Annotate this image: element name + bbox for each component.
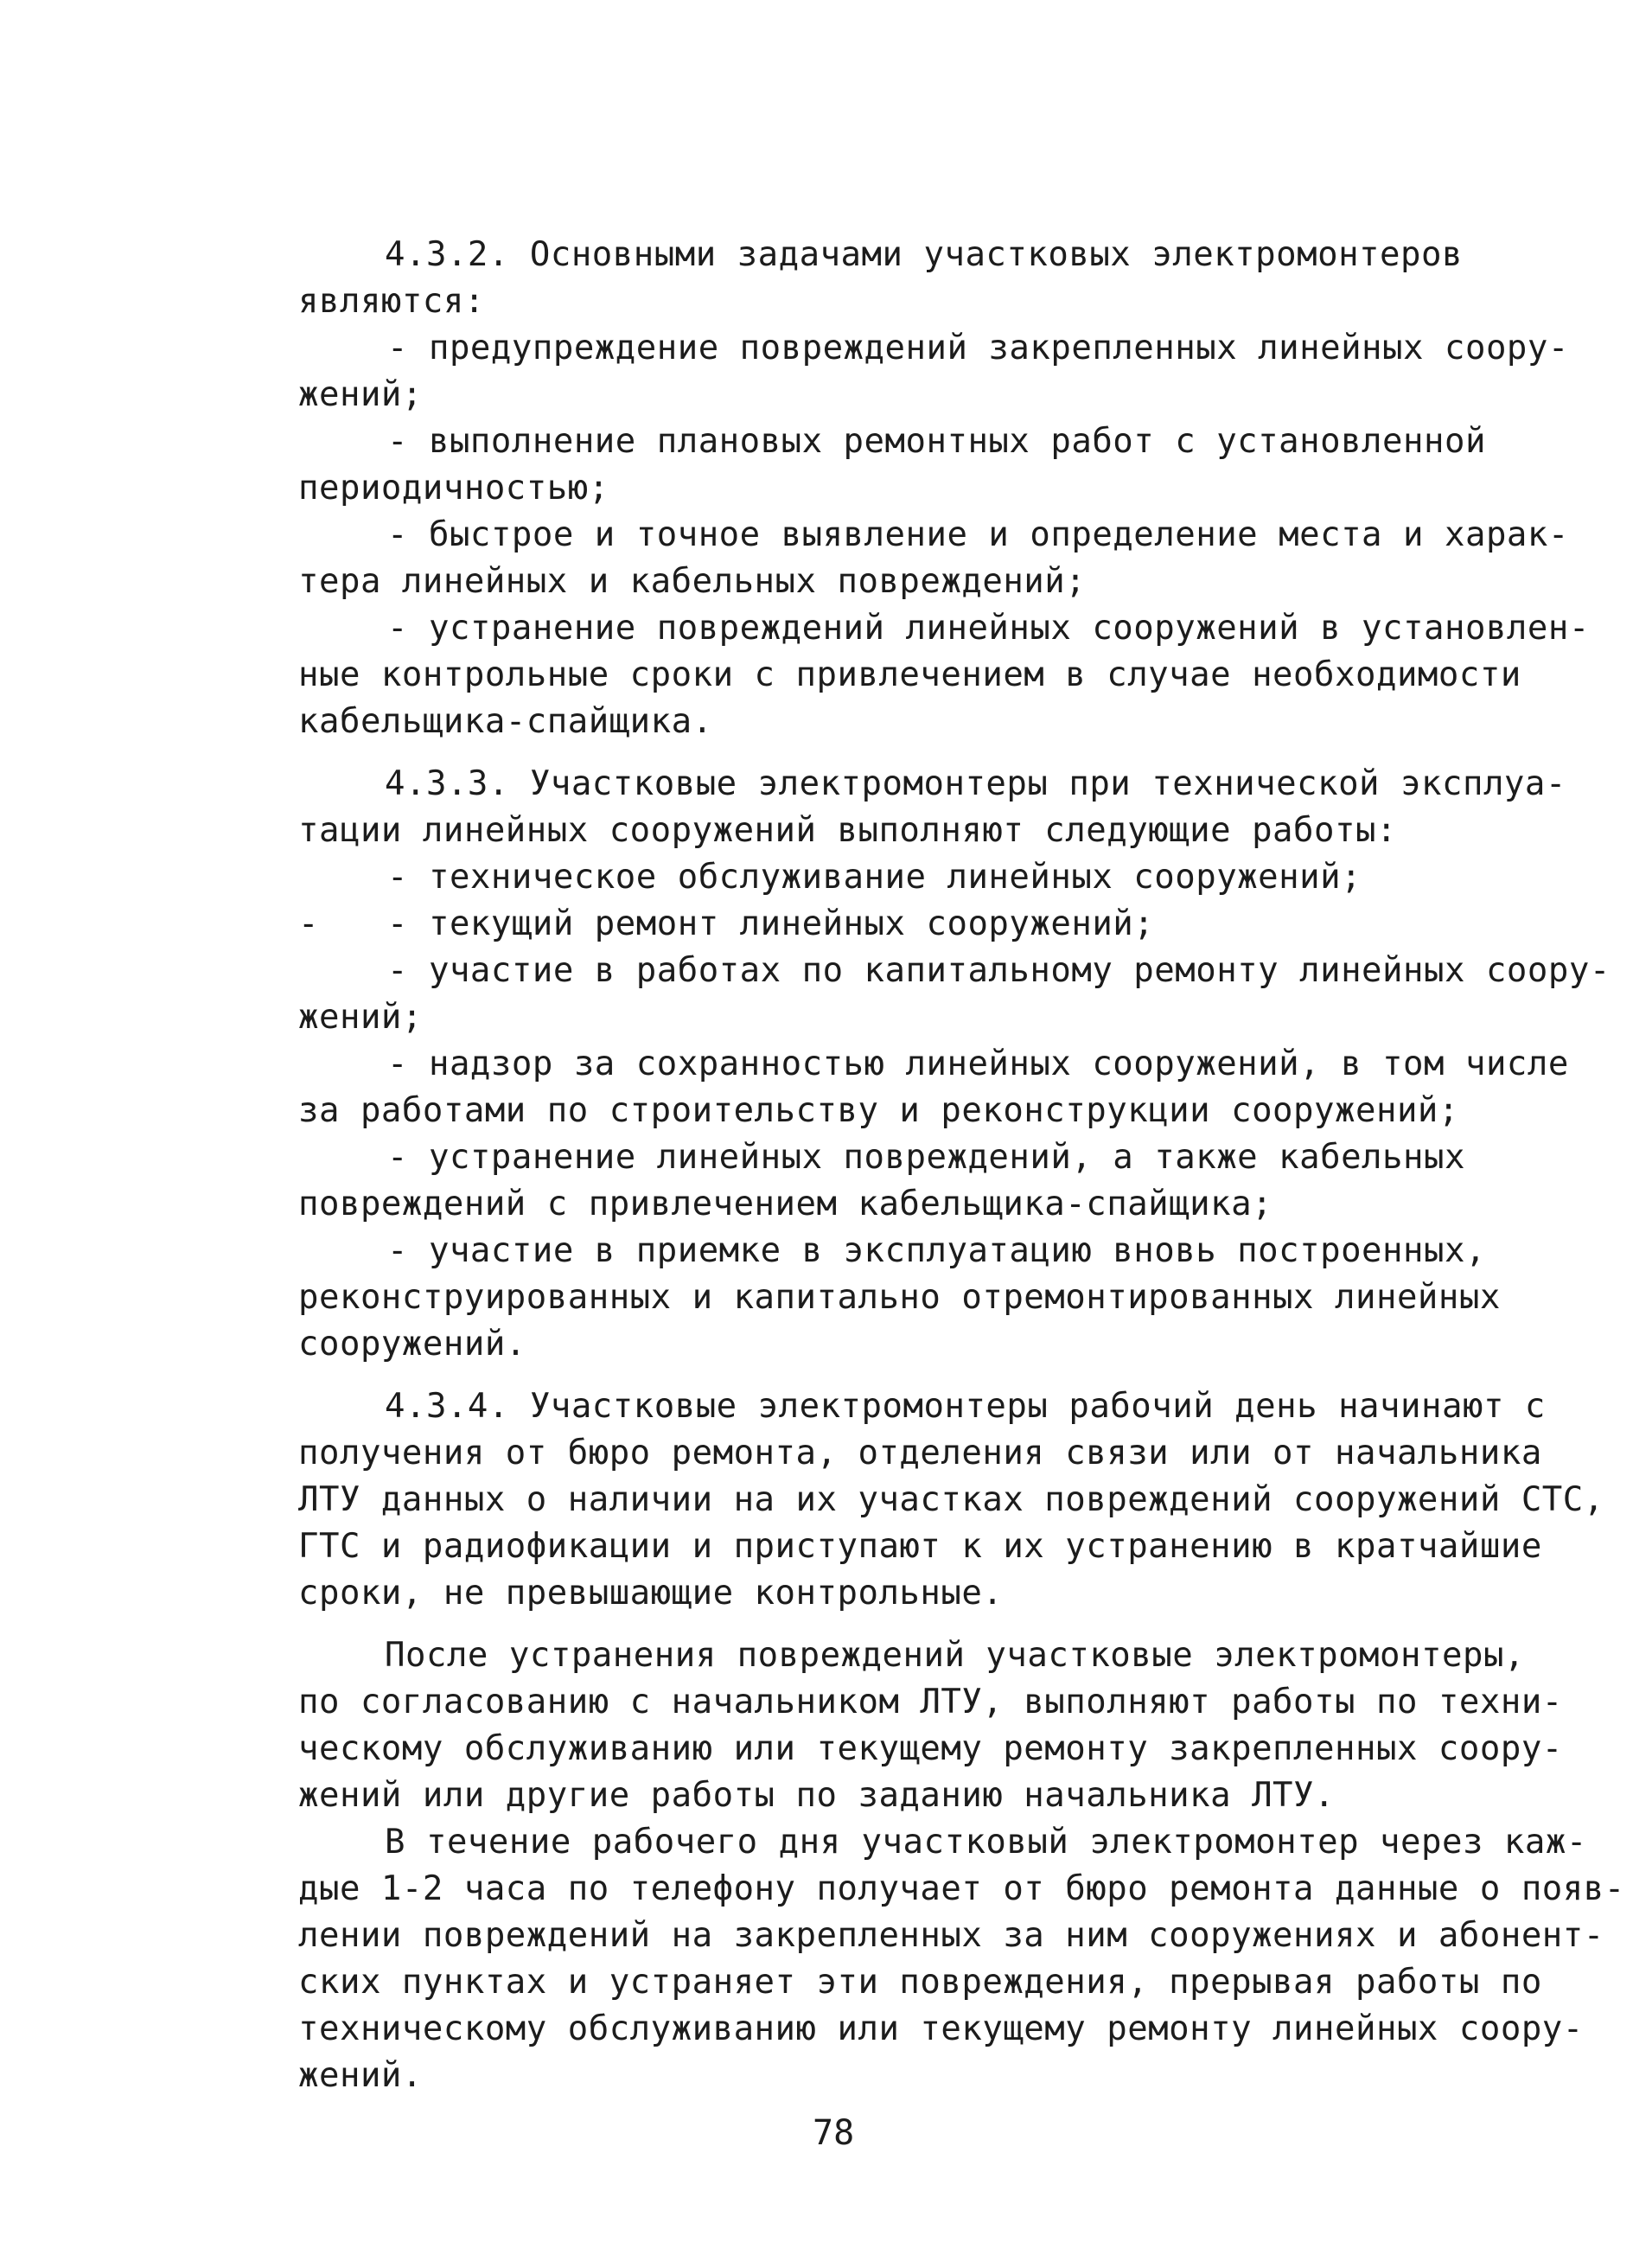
text-line: ГТС и радиофикации и приступают к их устранению в кратчайшие bbox=[298, 1527, 1542, 1566]
text-line: ЛТУ данных о наличии на их участках повреждений сооружений СТС, bbox=[298, 1480, 1604, 1519]
text-line: реконструированных и капитально отремонтированных линейных bbox=[298, 1278, 1501, 1317]
text-line: жений; bbox=[298, 998, 423, 1037]
text-line: 4.3.4. Участковые электромонтеры рабочий день начинают с bbox=[385, 1387, 1546, 1426]
text-line: являются: bbox=[298, 282, 485, 321]
text-line: кабельщика-спайщика. bbox=[298, 702, 713, 741]
text-line: - предупреждение повреждений закрепленных линейных соору- bbox=[387, 329, 1569, 367]
text-line: периодичностью; bbox=[298, 469, 609, 508]
text-line: ческому обслуживанию или текущему ремонту закрепленных соору- bbox=[298, 1729, 1563, 1768]
text-line: техническому обслуживанию или текущему ремонту линейных соору- bbox=[298, 2009, 1584, 2048]
text-line: по согласованию с начальником ЛТУ, выполняют работы по техни- bbox=[298, 1683, 1563, 1721]
text-line: - выполнение плановых ремонтных работ с установленной bbox=[387, 422, 1486, 461]
text-line: - участие в приемке в эксплуатацию вновь построенных, bbox=[387, 1231, 1486, 1270]
page-number: 78 bbox=[813, 2113, 855, 2153]
text-line: - надзор за сохранностью линейных сооружений, в том числе bbox=[387, 1044, 1569, 1083]
text-line: ные контрольные сроки с привлечением в случае необходимости bbox=[298, 655, 1521, 694]
text-line: получения от бюро ремонта, отделения связи или от начальника bbox=[298, 1434, 1542, 1472]
text-line: тера линейных и кабельных повреждений; bbox=[298, 562, 1087, 601]
text-line: 4.3.2. Основными задачами участковых электромонтеров bbox=[385, 235, 1463, 274]
text-line: жений; bbox=[298, 375, 423, 414]
text-line: повреждений с привлечением кабельщика-спайщика; bbox=[298, 1185, 1273, 1223]
text-line: - техническое обслуживание линейных сооружений; bbox=[387, 858, 1362, 897]
text-line: тации линейных сооружений выполняют следующие работы: bbox=[298, 811, 1397, 850]
text-line: - устранение линейных повреждений, а также кабельных bbox=[387, 1138, 1465, 1177]
text-line: - участие в работах по капитальному ремонту линейных соору- bbox=[387, 951, 1611, 990]
text-line: сооружений. bbox=[298, 1325, 526, 1364]
text-line: лении повреждений на закрепленных за ним сооружениях и абонент- bbox=[298, 1916, 1604, 1955]
text-line: После устранения повреждений участковые электромонтеры, bbox=[385, 1636, 1525, 1675]
text-line: жений. bbox=[298, 2056, 423, 2095]
text-line: ских пунктах и устраняет эти повреждения, прерывая работы по bbox=[298, 1963, 1542, 2002]
text-line: 4.3.3. Участковые электромонтеры при технической эксплуа- bbox=[385, 764, 1566, 803]
text-line: жений или другие работы по заданию начальника ЛТУ. bbox=[298, 1776, 1335, 1815]
text-line: - устранение повреждений линейных сооружений в установлен- bbox=[387, 609, 1590, 648]
text-line: сроки, не превышающие контрольные. bbox=[298, 1574, 1004, 1613]
margin-dash: - bbox=[298, 904, 319, 943]
text-line: за работами по строительству и реконструкции сооружений; bbox=[298, 1091, 1459, 1130]
text-line: дые 1-2 часа по телефону получает от бюро ремонта данные о появ- bbox=[298, 1869, 1625, 1908]
text-line: В течение рабочего дня участковый электромонтер через каж- bbox=[385, 1823, 1587, 1862]
text-line: - быстрое и точное выявление и определение места и харак- bbox=[387, 515, 1569, 554]
text-line: - текущий ремонт линейных сооружений; bbox=[387, 904, 1155, 943]
